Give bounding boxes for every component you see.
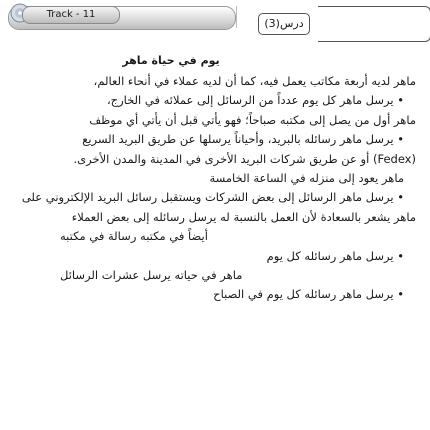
bullet-line: • يرسل ماهر رسائله بالبريد، وأحياناً يرسلها عن طريق البريد السريع bbox=[16, 130, 416, 149]
bullet-line: • يرسل ماهر الرسائل إلى بعض الشركات ويستقبل رسائل البريد الإلكتروني على bbox=[16, 188, 416, 207]
text-line: (Fedex) أو عن طريق شركات البريد الأخرى في المدينة والمدن الأخرى. bbox=[73, 151, 416, 166]
audio-track-header bbox=[0, 0, 430, 40]
track-label[interactable]: Track - 11 bbox=[22, 6, 120, 24]
text-line: أيضاً في مكتبه رسالة في مكتبه bbox=[60, 229, 208, 244]
lesson-title: يوم في حياة ماهر bbox=[122, 54, 220, 67]
text-line: ماهر يشعر بالسعادة لأن العمل بالنسبة له يرسل رسائله إلى بعض العملاء bbox=[71, 209, 416, 224]
text-line: ماهر لديه أربعة مكاتب يعمل فيه، كما أن لديه عملاء في أنحاء العالم، bbox=[93, 74, 416, 88]
text-line: ماهر يعود إلى منزله في الساعة الخامسة bbox=[209, 170, 404, 185]
divider bbox=[236, 6, 237, 28]
header-frame bbox=[318, 6, 430, 42]
text-line: ماهر أول من يصل إلى مكتبه صباحاً؛ فهو يأتي قبل أن يأتي أي موظف bbox=[89, 112, 416, 127]
bullet-line: • يرسل ماهر رسائله كل يوم bbox=[16, 247, 416, 266]
bullet-line: • يرسل ماهر كل يوم عدداً من الرسائل إلى عملائه في الخارج، bbox=[16, 91, 416, 110]
lesson-text bbox=[16, 50, 416, 305]
text-line: ماهر في حياته يرسل عشرات الرسائل bbox=[60, 267, 243, 282]
bullet-line: • يرسل ماهر رسائله كل يوم في الصباح bbox=[16, 285, 416, 304]
lesson-badge: (3)درس bbox=[258, 13, 310, 35]
